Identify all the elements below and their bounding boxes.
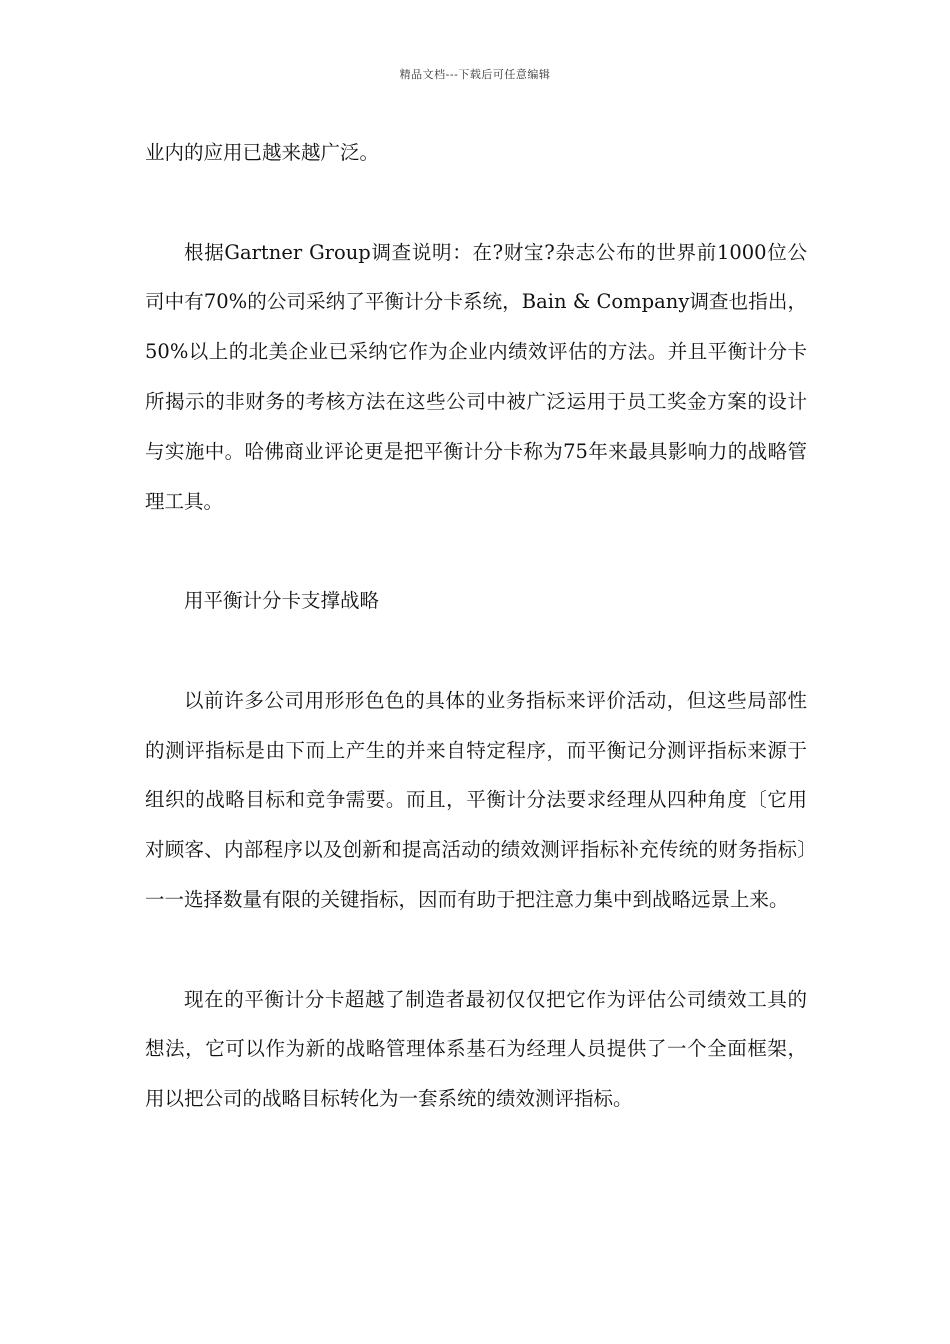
paragraph-continuation: 业内的应用已越来越广泛。 <box>145 141 380 164</box>
page-header: 精品文档---下载后可任意编辑 <box>399 68 551 81</box>
paragraph-gap <box>145 626 807 676</box>
document-body <box>145 128 807 1124</box>
section-heading: 用平衡计分卡支撑战略 <box>184 589 380 613</box>
paragraph-metrics: 以前许多公司用形形色色的具体的业务指标来评价活动，但这些局部性的测评指标是由下而上产生的并来自特定程序，而平衡记分测评指标来源于组织的战略目标和竞争需要。而且，平衡计分法要求经理从四种角度〔它用对顾客、内部程序以及创新和提高活动的绩效测评指标补充传统的财务指标〕一一选择数量有限的关键指标，因而有助于把注意力集中到战略远景上来。 <box>145 688 807 911</box>
paragraph-gap <box>145 178 807 228</box>
paragraph-gap <box>145 925 807 975</box>
paragraph-framework: 现在的平衡计分卡超越了制造者最初仅仅把它作为评估公司绩效工具的想法，它可以作为新的战略管理体系基石为经理人员提供了一个全面框架，用以把公司的战略目标转化为一套系统的绩效测评指标。 <box>145 987 807 1111</box>
paragraph-gap <box>145 526 807 576</box>
paragraph-gartner-survey: 根据Gartner Group调查说明：在?财宝?杂志公布的世界前1000位公司中有70%的公司采纳了平衡计分卡系统，Bain & Company调查也指出，50%以上的北美企业已采纳它作为企业内绩效评估的方法。并且平衡计分卡所揭示的非财务的考核方法在这些公司中被广泛运用于员工奖金方案的设计与实施中。哈佛商业评论更是把平衡计分卡称为75年来最具影响力的战略管理工具。 <box>145 240 807 513</box>
